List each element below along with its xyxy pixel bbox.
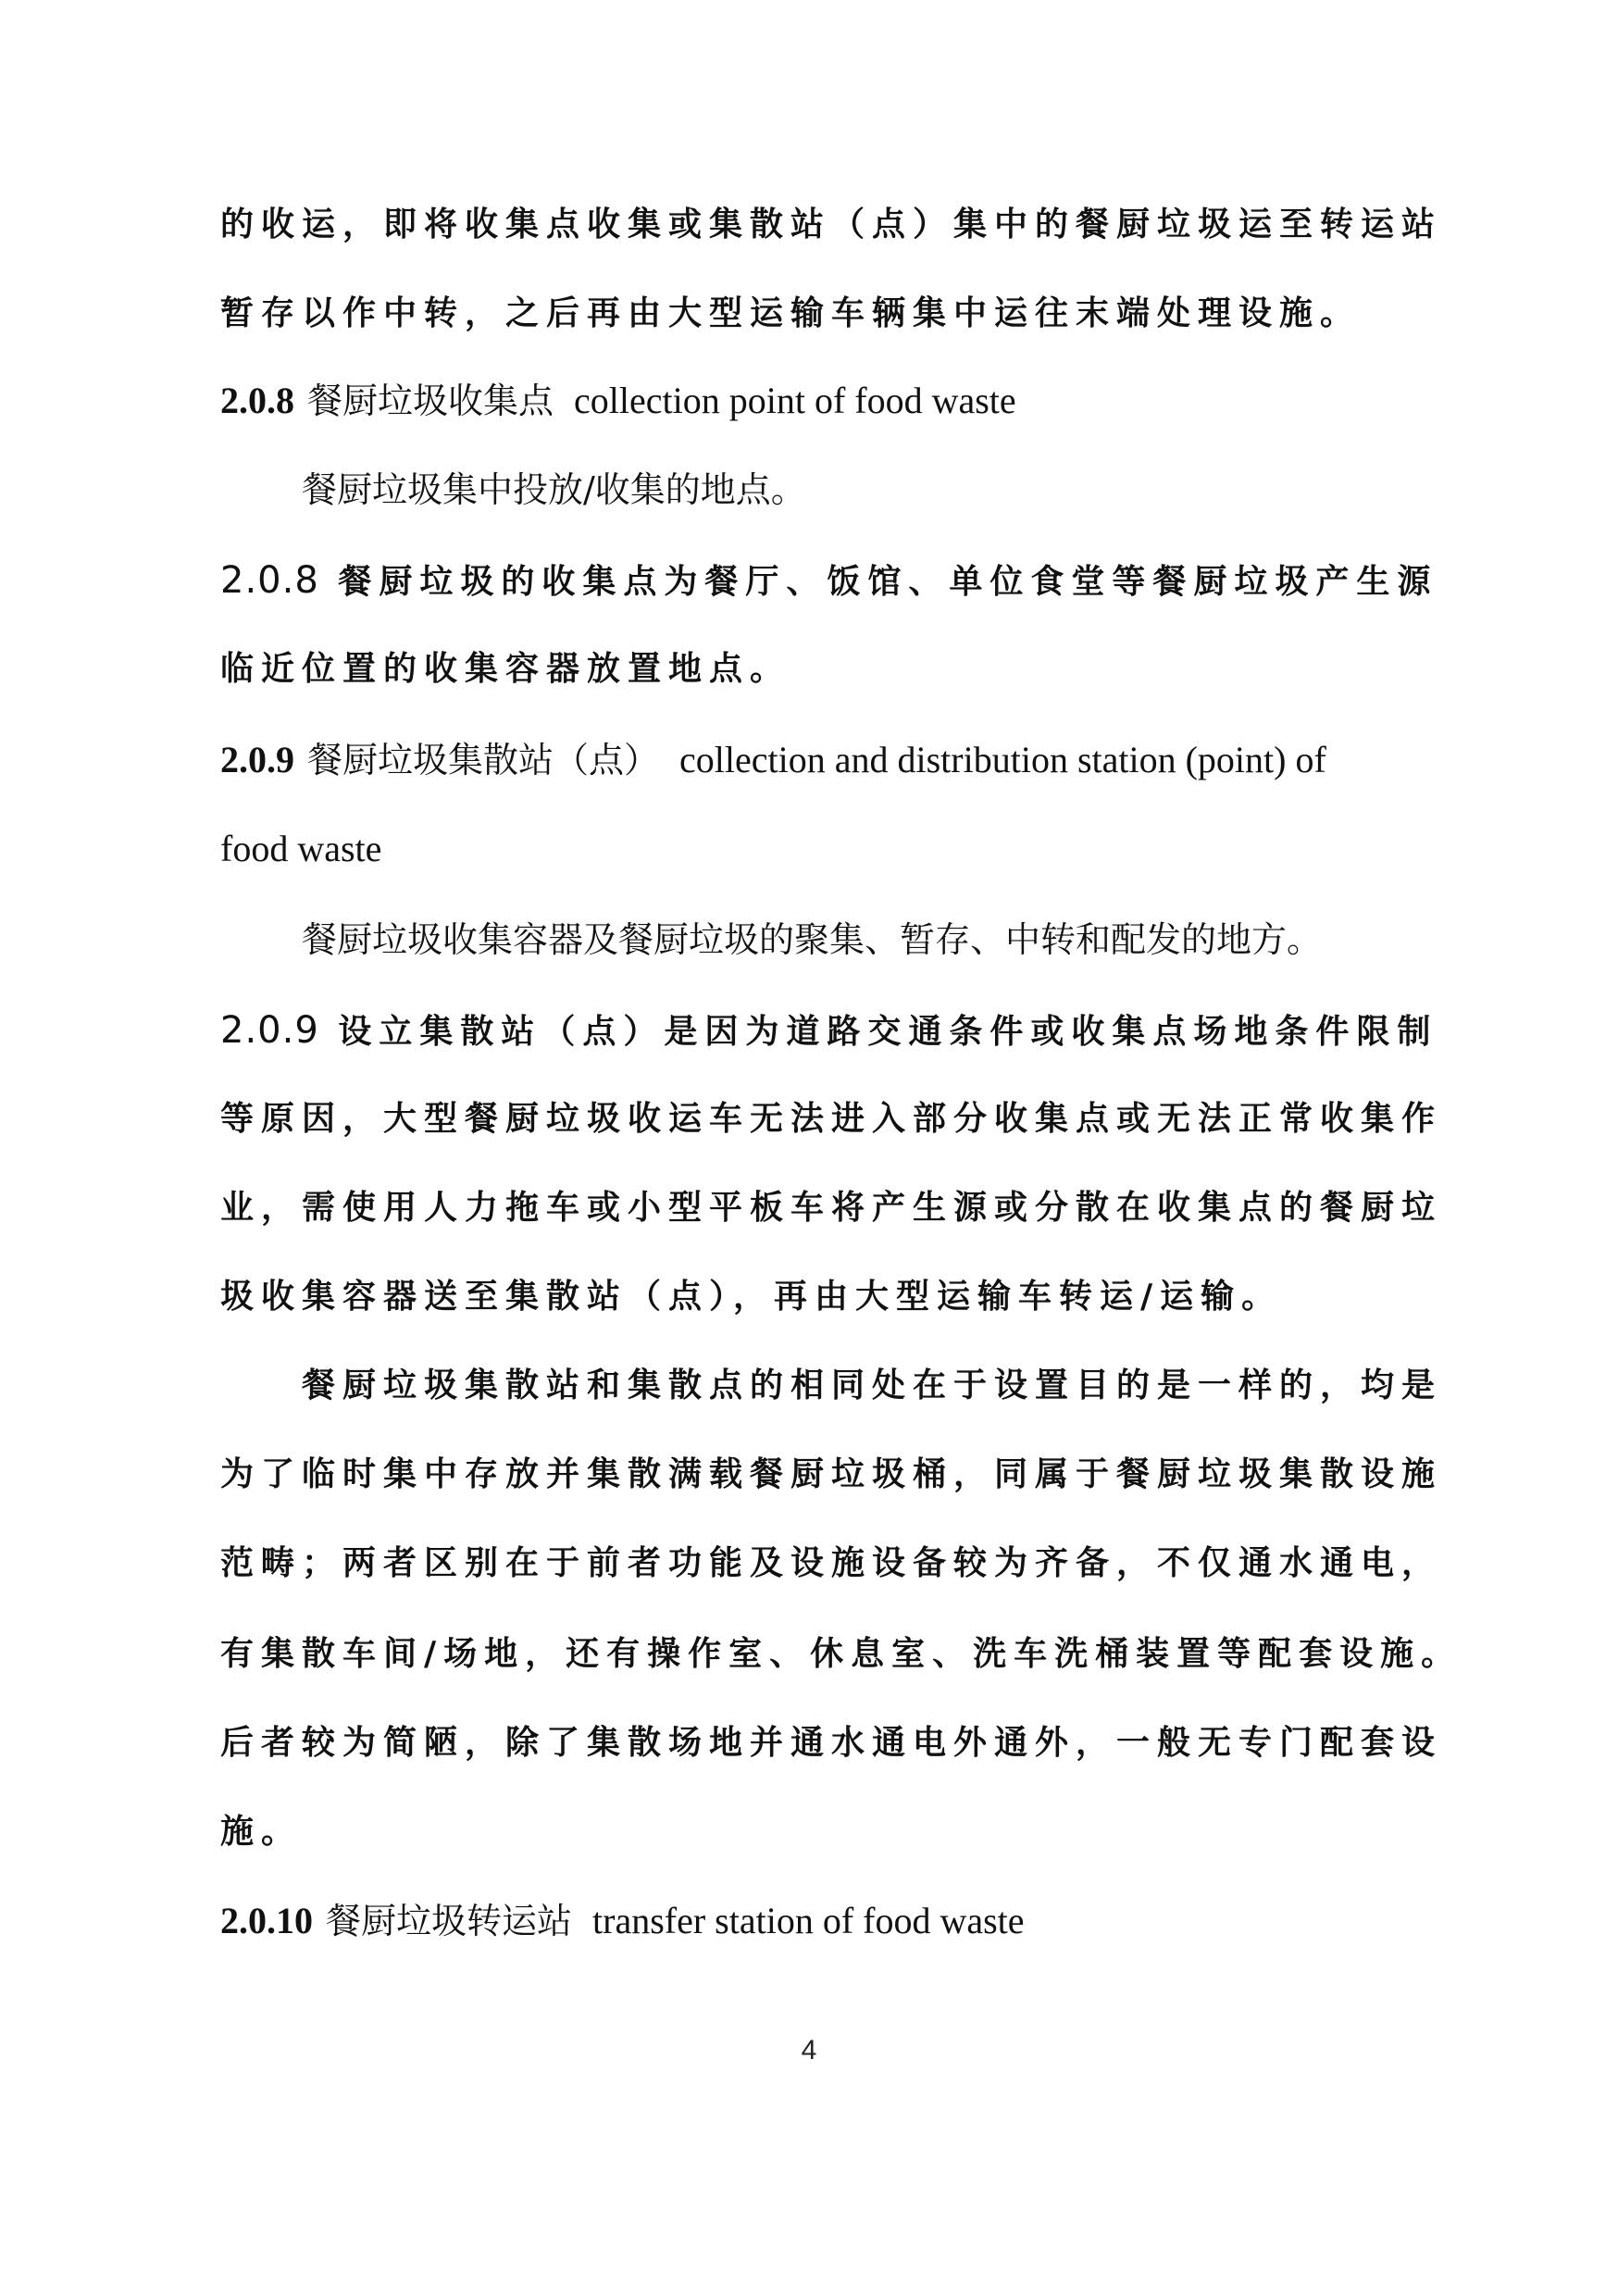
- explanation-line: [220, 557, 1438, 605]
- term-number: 2.0.9: [220, 739, 294, 780]
- explanation-line: [220, 1007, 1438, 1055]
- term-heading-2-0-9: [220, 737, 1424, 784]
- explanation-line: 范畴；两者区别在于前者功能及设施设备较为齐备，不仅通水通电，: [220, 1544, 1443, 1582]
- term-definition: 餐厨垃圾集中投放/收集的地点。: [302, 469, 806, 510]
- term-chinese: 餐厨垃圾转运站: [326, 1901, 573, 1941]
- term-number: 2.0.8: [220, 380, 294, 421]
- term-english-continued: food waste: [220, 828, 382, 869]
- term-definition: 餐厨垃圾收集容器及餐厨垃圾的聚集、暂存、中转和配发的地方。: [302, 919, 1323, 960]
- explanation-text: 设立集散站（点）是因为道路交通条件或收集点场地条件限制: [338, 1013, 1438, 1051]
- term-number: 2.0.10: [220, 1900, 313, 1941]
- term-chinese: 餐厨垃圾收集点: [307, 381, 554, 421]
- term-heading-2-0-8: [220, 378, 1424, 425]
- explanation-line: 为了临时集中存放并集散满载餐厨垃圾桶，同属于餐厨垃圾集散设施: [220, 1455, 1443, 1493]
- term-chinese: 餐厨垃圾集散站（点）: [307, 740, 660, 780]
- explanation-number: 2.0.8: [220, 559, 319, 602]
- explanation-text: 餐厨垃圾的收集点为餐厅、饭馆、单位食堂等餐厨垃圾产生源: [338, 563, 1438, 601]
- term-english: collection point of food waste: [574, 380, 1016, 421]
- term-english: collection and distribution station (point) of: [679, 739, 1326, 780]
- term-heading-2-0-10: [220, 1898, 1424, 1945]
- explanation-line: 施。: [220, 1813, 303, 1851]
- explanation-line: 等原因，大型餐厨垃圾收运车无法进入部分收集点或无法正常收集作: [220, 1100, 1443, 1138]
- explanation-line: 临近位置的收集容器放置地点。: [220, 650, 791, 688]
- explanation-line: 业，需使用人力拖车或小型平板车将产生源或分散在收集点的餐厨垃: [220, 1189, 1443, 1227]
- term-english: transfer station of food waste: [592, 1900, 1025, 1941]
- explanation-line: 圾收集容器送至集散站（点），再由大型运输车转运/运输。: [220, 1278, 1283, 1316]
- explanation-line: 餐厨垃圾集散站和集散点的相同处在于设置目的是一样的，均是: [302, 1366, 1443, 1404]
- page-number: 4: [801, 2035, 817, 2065]
- explanation-line: 的收运，即将收集点收集或集散站（点）集中的餐厨垃圾运至转运站: [220, 206, 1443, 243]
- explanation-line: 暂存以作中转，之后再由大型运输车辆集中运往末端处理设施。: [220, 294, 1362, 332]
- explanation-line: 有集散车间/场地，还有操作室、休息室、洗车洗桶装置等配套设施。: [220, 1635, 1462, 1673]
- explanation-number: 2.0.9: [220, 1009, 319, 1052]
- explanation-line: 后者较为简陋，除了集散场地并通水通电外通外，一般无专门配套设: [220, 1724, 1443, 1762]
